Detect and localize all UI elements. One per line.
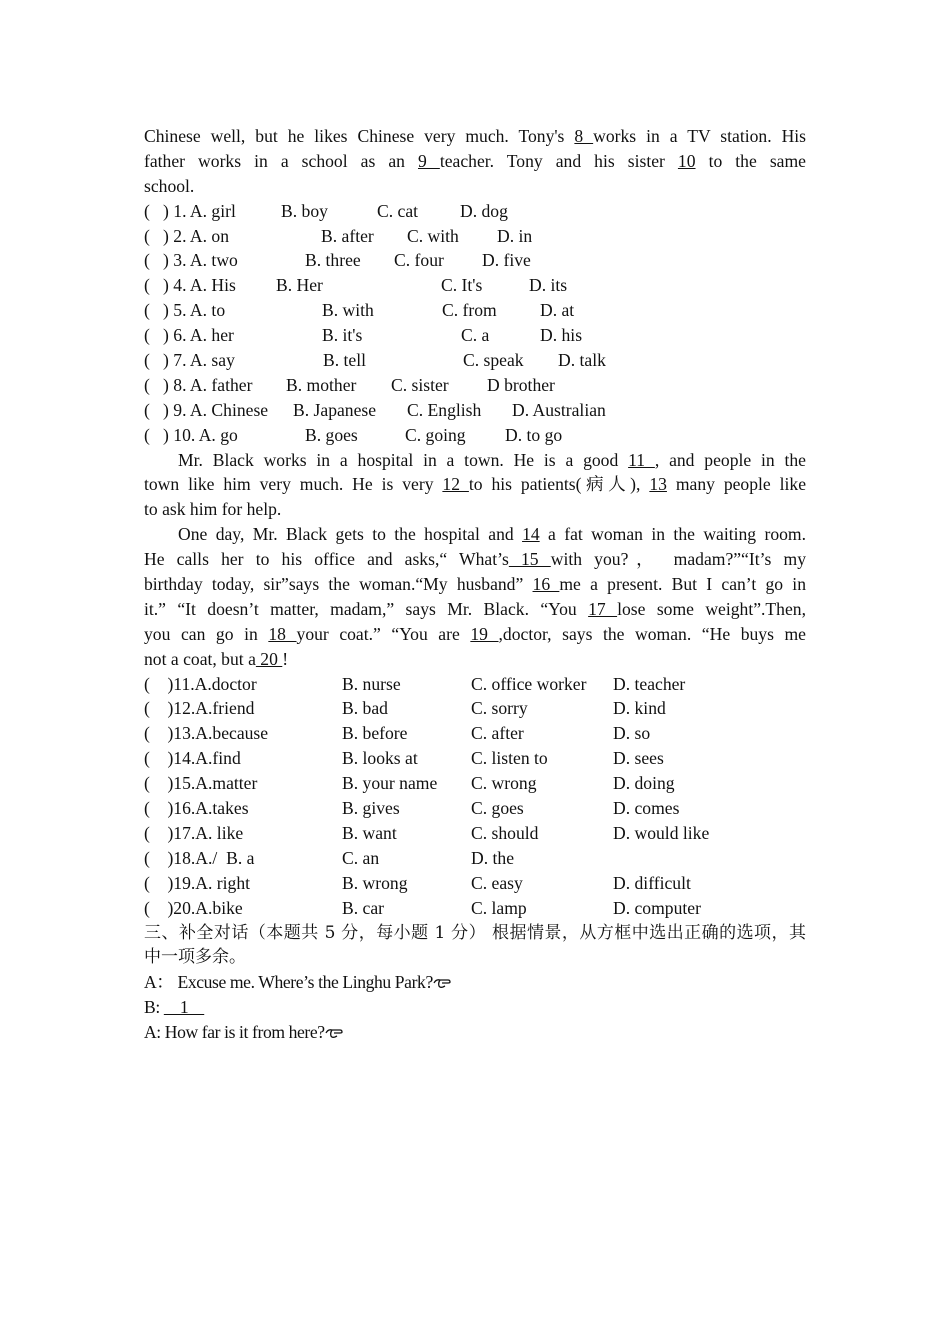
option-d: D. would like: [613, 822, 710, 843]
question-row: [144, 746, 806, 771]
question-row: [144, 423, 806, 448]
question-row: [144, 696, 806, 721]
text: lose some weight”.Then,: [617, 598, 806, 619]
option-d: D. comes: [613, 798, 680, 819]
option-d: D. difficult: [613, 872, 691, 893]
passage2-p1-line1: [144, 448, 806, 473]
option-c: C. cat: [377, 200, 419, 221]
text: a fat woman in the waiting room.: [539, 524, 807, 545]
dialogue-a1: [144, 970, 806, 995]
dialogue-a2: [144, 1020, 806, 1045]
question-number-option-a: ( )14.A.find: [144, 748, 241, 769]
question-row: [144, 248, 806, 273]
option-d: D. so: [613, 723, 651, 744]
blank-9: 9: [418, 150, 440, 171]
text: birthday today, sir”says the woman.“My husband”: [144, 574, 533, 595]
text: it.” “It doesn’t matter, madam,” says Mr. Black. “You: [144, 598, 589, 619]
option-c: C. speak: [463, 350, 524, 371]
dialogue-text: A: How far is it from here?: [144, 1022, 325, 1043]
question-number-option-a: ( )19.A. right: [144, 872, 251, 893]
option-b: B. wrong: [342, 872, 408, 893]
option-d: D. to go: [505, 424, 563, 445]
option-c: C. going: [405, 424, 466, 445]
text: One day, Mr. Black gets to the hospital and: [178, 524, 523, 545]
passage2-p1-line2: [144, 472, 806, 497]
option-c: C. after: [471, 723, 524, 744]
text: many people like: [666, 474, 806, 495]
option-d: D. teacher: [613, 673, 686, 694]
question-row: [144, 199, 806, 224]
option-b: B. want: [342, 822, 397, 843]
passage2-p2-line6: [144, 647, 806, 672]
question-row: [144, 721, 806, 746]
option-d: D. five: [482, 250, 531, 271]
option-c: C. from: [442, 300, 497, 321]
option-c: C. sorry: [471, 698, 528, 719]
option-b: B. nurse: [342, 673, 401, 694]
text: teacher. Tony and his sister: [439, 150, 678, 171]
passage1-line3: school.: [144, 175, 195, 196]
option-d: D. his: [540, 325, 583, 346]
text: me a present. But I can’t go in: [559, 574, 806, 595]
option-d: D. dog: [460, 200, 508, 221]
section3-heading-line2: 中一项多余。: [144, 947, 246, 968]
option-c: C. should: [471, 822, 539, 843]
text: He calls her to his office and asks,“ What’s: [144, 549, 509, 570]
question-row: [144, 224, 806, 249]
text: to his patients(病人),: [468, 474, 650, 495]
option-d: D brother: [487, 374, 555, 395]
question-row: [144, 273, 806, 298]
passage2-p2-line2: [144, 547, 806, 572]
blank-17: 17: [588, 598, 618, 619]
question-number-option-a: ( ) 3. A. two: [144, 250, 238, 271]
option-b: B. with: [322, 300, 374, 321]
text: Chinese well, but he likes Chinese very much. Tony's: [144, 126, 575, 146]
option-b: B. after: [321, 225, 374, 246]
option-b: B. goes: [305, 424, 358, 445]
blank-10: 10: [677, 150, 696, 171]
question-row: [144, 796, 806, 821]
option-b: B. bad: [342, 698, 388, 719]
question-number-option-a: ( ) 1. A. girl: [144, 200, 236, 221]
option-d: D. in: [497, 225, 533, 246]
dialogue-b1: [144, 995, 806, 1020]
text: !: [282, 648, 289, 669]
document-page: [144, 124, 806, 1045]
question-number-option-a: ( )12.A.friend: [144, 698, 255, 719]
question-number-option-a: ( ) 2. A. on: [144, 225, 230, 246]
text: father works in a school as an: [144, 150, 418, 171]
text: your coat.” “You are: [296, 623, 471, 644]
question-row: [144, 896, 806, 921]
option-c: C. easy: [471, 872, 523, 893]
option-d: D. computer: [613, 897, 701, 918]
blank-13: 13: [649, 474, 667, 495]
pointing-hand-icon: [433, 977, 451, 989]
option-b: B. your name: [342, 773, 438, 794]
question-number-option-a: ( )13.A.because: [144, 723, 269, 744]
option-b: B. Japanese: [293, 399, 377, 420]
option-d: D. doing: [613, 773, 675, 794]
pointing-hand-icon: [325, 1027, 343, 1039]
option-c: C. listen to: [471, 748, 548, 769]
option-c: C. sister: [391, 374, 449, 395]
question-number-option-a: ( ) 6. A. her: [144, 325, 234, 346]
question-number-option-a: ( )20.A.bike: [144, 897, 243, 918]
text: , and people in the: [654, 449, 806, 470]
option-d: D. its: [529, 275, 568, 296]
question-number-option-a: ( )18.A./ B. a: [144, 847, 255, 868]
question-row: [144, 672, 806, 697]
option-c: C. It's: [441, 275, 483, 296]
blank-14: 14: [522, 524, 540, 545]
question-number-option-a: ( )15.A.matter: [144, 773, 258, 794]
option-b: B. tell: [323, 350, 367, 371]
dialogue-label: B:: [144, 997, 164, 1018]
question-number-option-a: ( ) 9. A. Chinese: [144, 399, 269, 420]
option-b: B. mother: [286, 374, 357, 395]
option-b: C. an: [342, 847, 380, 868]
option-d: D. Australian: [512, 399, 606, 420]
question-row: [144, 821, 806, 846]
question-row: [144, 298, 806, 323]
question-number-option-a: ( )16.A.takes: [144, 798, 249, 819]
question-number-option-a: ( )11.A.doctor: [144, 673, 257, 694]
section3-heading-line1: 三、补全对话（本题共 5 分，每小题 1 分） 根据情景，从方框中选出正确的选项，其: [144, 922, 806, 943]
option-c: D. the: [471, 847, 514, 868]
option-b: B. before: [342, 723, 408, 744]
option-c: C. English: [407, 399, 482, 420]
question-row: [144, 871, 806, 896]
option-b: B. boy: [281, 200, 328, 221]
question-row: [144, 323, 806, 348]
option-c: C. wrong: [471, 773, 537, 794]
passage2-p2-line4: [144, 597, 806, 622]
blank-15: 15: [508, 549, 551, 570]
passage1-line2: [144, 149, 806, 174]
question-list-2: [144, 672, 806, 921]
passage2-p2-line3: [144, 572, 806, 597]
option-d: D. at: [540, 300, 575, 321]
option-b: B. car: [342, 897, 385, 918]
option-d: D. talk: [558, 350, 606, 371]
option-c: C. office worker: [471, 673, 587, 694]
text: works in a TV station. His: [593, 126, 807, 146]
blank-19: 19: [470, 623, 499, 644]
text: with you?， madam?”“It’s my: [550, 549, 806, 570]
question-number-option-a: ( ) 10. A. go: [144, 424, 238, 445]
option-b: B. three: [305, 250, 361, 271]
text: you can go in: [144, 623, 269, 644]
blank-8: 8: [574, 126, 594, 146]
option-c: C. four: [394, 250, 444, 271]
passage2-p1-line3: to ask him for help.: [144, 499, 282, 520]
option-b: B. gives: [342, 798, 400, 819]
question-list-1: [144, 199, 806, 448]
blank-dialogue-1: 1: [163, 997, 205, 1018]
text: town like him very much. He is very: [144, 474, 443, 495]
question-number-option-a: ( ) 4. A. His: [144, 275, 236, 296]
question-row: [144, 373, 806, 398]
option-b: B. it's: [322, 325, 363, 346]
blank-18: 18: [268, 623, 297, 644]
question-row: [144, 398, 806, 423]
option-d: D. kind: [613, 698, 666, 719]
text: Mr. Black works in a hospital in a town. He is a good: [178, 449, 629, 470]
option-c: C. goes: [471, 798, 524, 819]
question-number-option-a: ( ) 5. A. to: [144, 300, 226, 321]
dialogue-text: A： Excuse me. Where’s the Linghu Park?: [144, 972, 433, 993]
text: to the same: [708, 150, 806, 171]
question-number-option-a: ( )17.A. like: [144, 822, 244, 843]
question-number-option-a: ( ) 7. A. say: [144, 350, 235, 371]
text: ,doctor, says the woman. “He buys me: [498, 623, 806, 644]
option-b: B. looks at: [342, 748, 418, 769]
question-row: [144, 846, 806, 871]
passage2-p2-line1: [144, 522, 806, 547]
option-c: C. lamp: [471, 897, 527, 918]
passage2-p2-line5: [144, 622, 806, 647]
text: not a coat, but a: [144, 648, 256, 669]
blank-11: 11: [628, 449, 655, 470]
passage1-line1: [144, 124, 806, 149]
option-b: B. Her: [276, 275, 323, 296]
question-row: [144, 771, 806, 796]
option-c: C. with: [407, 225, 459, 246]
blank-16: 16: [532, 574, 560, 595]
question-number-option-a: ( ) 8. A. father: [144, 374, 253, 395]
text: [696, 151, 709, 171]
blank-20: 20: [255, 648, 283, 669]
blank-12: 12: [442, 474, 469, 495]
option-d: D. sees: [613, 748, 664, 769]
option-c: C. a: [461, 325, 490, 346]
question-row: [144, 348, 806, 373]
